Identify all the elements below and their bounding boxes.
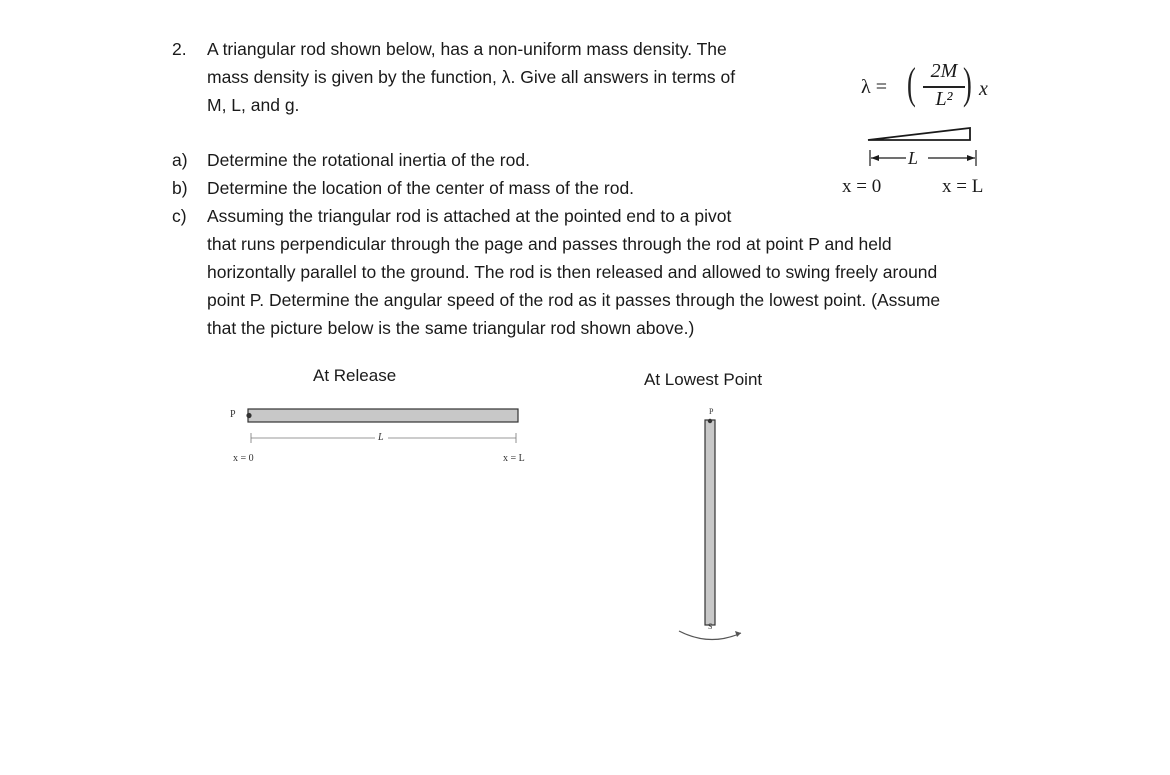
release-rod xyxy=(248,409,518,422)
intro-line-3: M, L, and g. xyxy=(207,95,300,115)
release-length-label: L xyxy=(378,432,384,443)
intro-line-2: mass density is given by the function, λ. Give all answers in terms of xyxy=(207,67,736,87)
lowest-title: At Lowest Point xyxy=(644,370,763,389)
intro-line-1: A triangular rod shown below, has a non-uniform mass density. The xyxy=(207,39,727,59)
part-c-line-3: horizontally parallel to the ground. The rod is then released and allowed to swing freely around xyxy=(207,262,938,282)
top-right-label: x = L xyxy=(942,176,984,197)
lowest-rod xyxy=(705,420,715,625)
lowest-bottom-label: S xyxy=(708,622,713,631)
part-a-label: a) xyxy=(172,150,188,170)
release-pivot-dot xyxy=(246,413,251,418)
top-left-label: x = 0 xyxy=(842,176,882,197)
release-pivot-label: P xyxy=(230,409,236,420)
lowest-pivot-label: P xyxy=(709,407,714,416)
lowest-pivot-dot xyxy=(708,419,712,423)
part-c-line-4: point P. Determine the angular speed of the rod as it passes through the lowest point. (Assume xyxy=(207,290,941,310)
release-left-label: x = 0 xyxy=(233,453,254,464)
part-b-label: b) xyxy=(172,178,188,198)
top-length-label: L xyxy=(908,148,919,168)
part-c-line-2: that runs perpendicular through the page and passes through the rod at point P and held xyxy=(207,234,892,254)
part-c-line-1: Assuming the triangular rod is attached at the pointed end to a pivot xyxy=(207,206,732,226)
release-title: At Release xyxy=(313,366,397,385)
lowest-rod-diagram xyxy=(675,415,755,650)
release-rod-diagram xyxy=(240,402,530,462)
formula-numerator: 2M xyxy=(930,60,958,82)
swing-arc xyxy=(679,631,741,640)
formula-denominator: L² xyxy=(935,88,953,110)
right-paren: ) xyxy=(963,59,972,108)
part-a-text: Determine the rotational inertia of the rod. xyxy=(207,150,530,170)
formula-variable: x xyxy=(979,78,988,100)
part-b-text: Determine the location of the center of mass of the rod. xyxy=(207,178,635,198)
left-arrowhead xyxy=(871,155,879,161)
formula-lhs: λ = xyxy=(861,76,887,98)
release-right-label: x = L xyxy=(503,453,525,464)
triangle-rod-diagram xyxy=(860,118,990,170)
part-c-line-5: that the picture below is the same triangular rod shown above.) xyxy=(207,318,695,338)
left-paren: ( xyxy=(907,59,916,108)
triangle-rod-shape xyxy=(868,128,970,140)
part-c-label: c) xyxy=(172,206,187,226)
right-arrowhead xyxy=(967,155,975,161)
problem-number: 2. xyxy=(172,39,187,59)
density-formula xyxy=(855,58,995,120)
